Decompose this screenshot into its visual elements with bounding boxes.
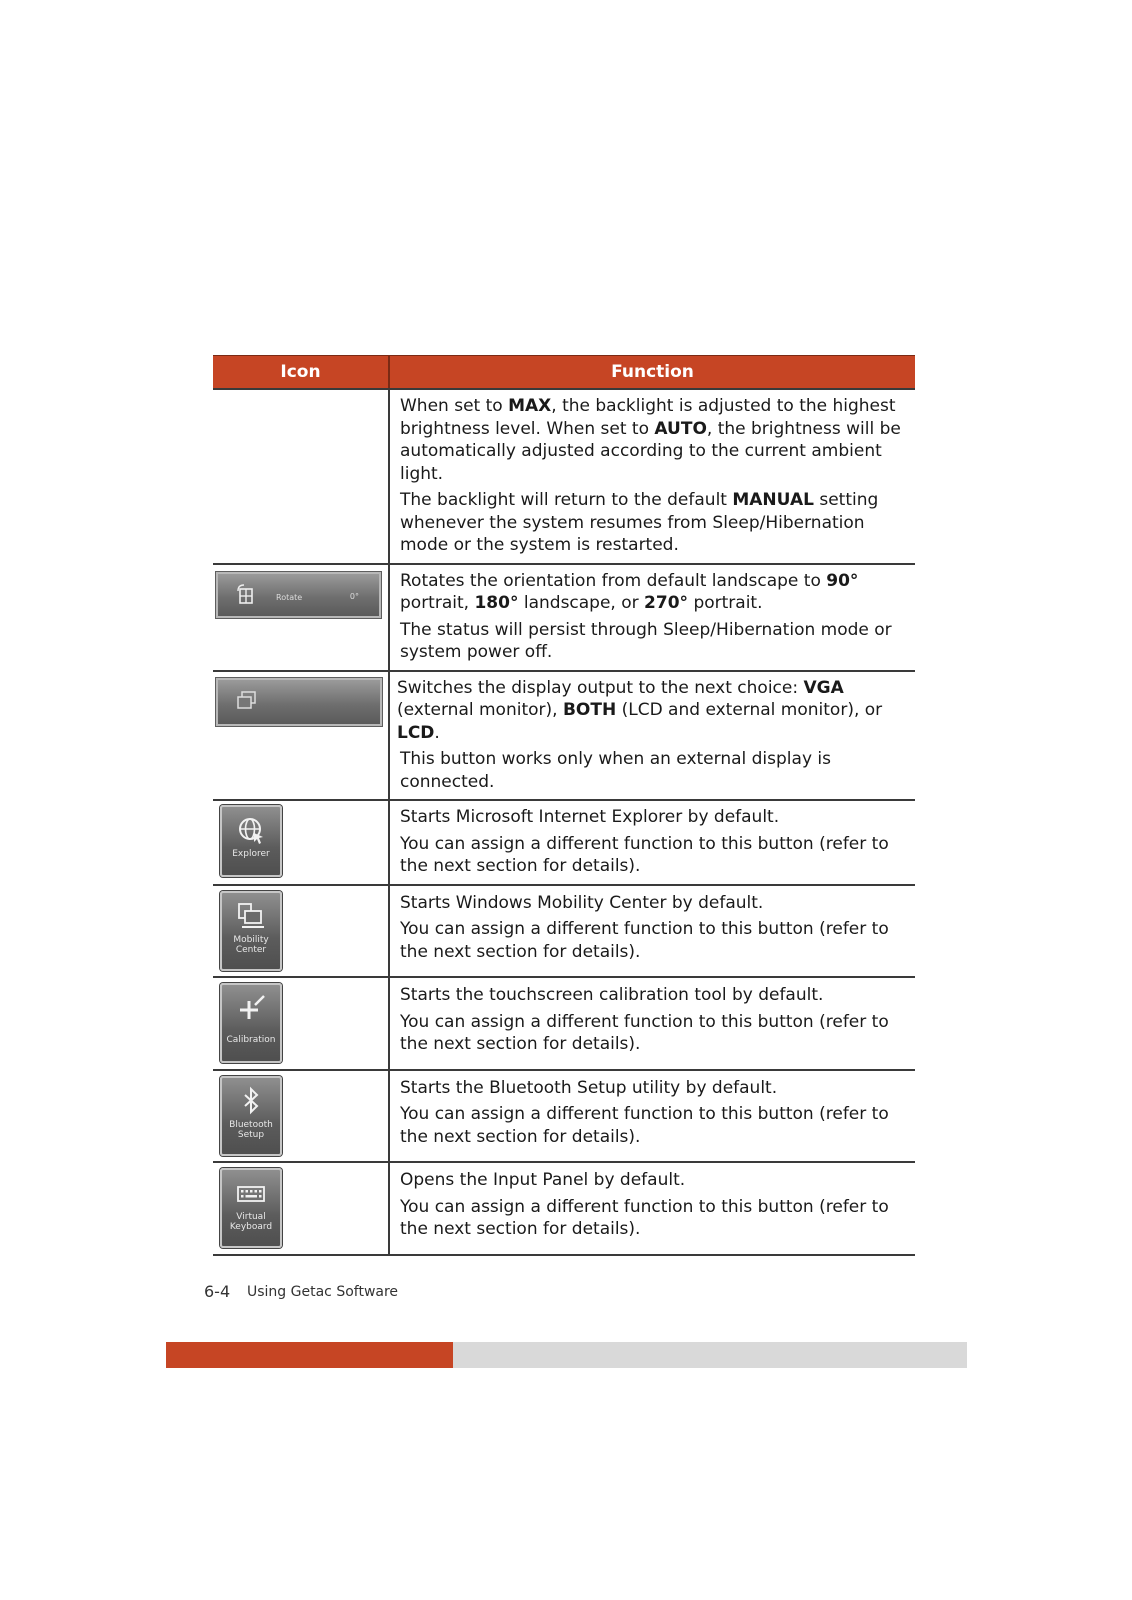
header-function: Function [388,356,915,388]
function-cell [388,1163,915,1254]
display-switch-icon [236,689,258,711]
bluetooth-label: Bluetooth Setup [229,1119,273,1140]
rotate-button[interactable] [216,572,381,618]
virtual-keyboard-label: Virtual Keyboard [229,1212,273,1232]
function-note: You can assign a different function to this button (refer to the next section for details). [400,1196,889,1239]
icon-cell [213,565,388,670]
calibration-icon [236,993,266,1023]
explorer-label: Explorer [232,849,270,859]
function-note: The backlight will return to the default MANUAL setting whenever the system resumes from Sleep/Hibernation mode or the system is restarted. [400,490,879,555]
function-text: Opens the Input Panel by default. [400,1170,686,1190]
virtual-keyboard-button[interactable] [220,1168,282,1248]
icon-cell [213,886,388,977]
icon-cell [213,801,388,884]
function-text: Switches the display output to the next choice: VGA (external monitor), BOTH (LCD and external monitor), or LCD. [397,677,883,743]
bluetooth-icon [236,1086,266,1116]
calibration-button[interactable] [220,983,282,1063]
section-title: Using Getac Software [247,1284,399,1300]
table-row [213,672,915,802]
function-cell [388,978,915,1069]
display-switch-button[interactable] [216,678,382,726]
function-text: Starts the Bluetooth Setup utility by default. [400,1077,778,1098]
table-row [213,565,915,672]
function-text: Starts the touchscreen calibration tool by default. [400,985,824,1005]
explorer-icon [236,815,266,845]
rotate-label: Rotate [276,592,303,602]
function-text: When set to MAX, the backlight is adjusted to the highest brightness level. When set to AUTO, the brightness will be automatically adjusted according to the current ambient light. [400,396,901,484]
table-row [213,886,915,979]
function-cell [388,565,915,670]
function-cell [388,390,915,563]
function-text: Rotates the orientation from default landscape to 90° portrait, 180° landscape, or 270° portrait. [400,570,859,613]
explorer-button[interactable] [220,805,282,877]
mobility-center-button[interactable] [220,891,282,971]
icon-cell [213,978,388,1069]
function-note: The status will persist through Sleep/Hibernation mode or system power off. [400,619,892,662]
function-text: Starts Microsoft Internet Explorer by default. [400,807,780,827]
virtual-keyboard-icon [236,1178,266,1208]
function-table [213,355,915,1256]
function-note: You can assign a different function to this button (refer to the next section for details). [400,1011,889,1054]
table-row [213,1071,915,1164]
footer-accent-bar [166,1342,453,1368]
calibration-label: Calibration [226,1035,276,1045]
mobility-center-label: Mobility Center [233,934,269,955]
table-row [213,1163,915,1256]
header-icon: Icon [280,362,321,382]
function-note: You can assign a different function to this button (refer to the next section for details). [400,1104,889,1147]
function-cell [388,801,915,884]
icon-cell [213,672,388,800]
table-row [213,801,915,886]
icon-cell [213,1071,388,1162]
function-cell [388,672,915,800]
table-row [213,390,915,565]
function-cell [388,1071,915,1162]
mobility-center-icon [236,901,266,931]
bluetooth-button[interactable] [220,1076,282,1156]
icon-cell [213,390,388,563]
function-note: This button works only when an external display is connected. [400,749,831,792]
function-text: Starts Windows Mobility Center by default. [400,892,764,913]
table-header [213,355,915,390]
icon-cell [213,1163,388,1254]
rotate-value: 0° [349,591,359,601]
function-cell [388,886,915,977]
table-row [213,978,915,1071]
function-note: You can assign a different function to this button (refer to the next section for details). [400,919,889,962]
rotate-icon [236,583,258,605]
page-number: 6-4 [204,1282,231,1301]
footer-grey-bar [453,1342,967,1368]
function-note: You can assign a different function to this button (refer to the next section for details). [400,833,889,876]
